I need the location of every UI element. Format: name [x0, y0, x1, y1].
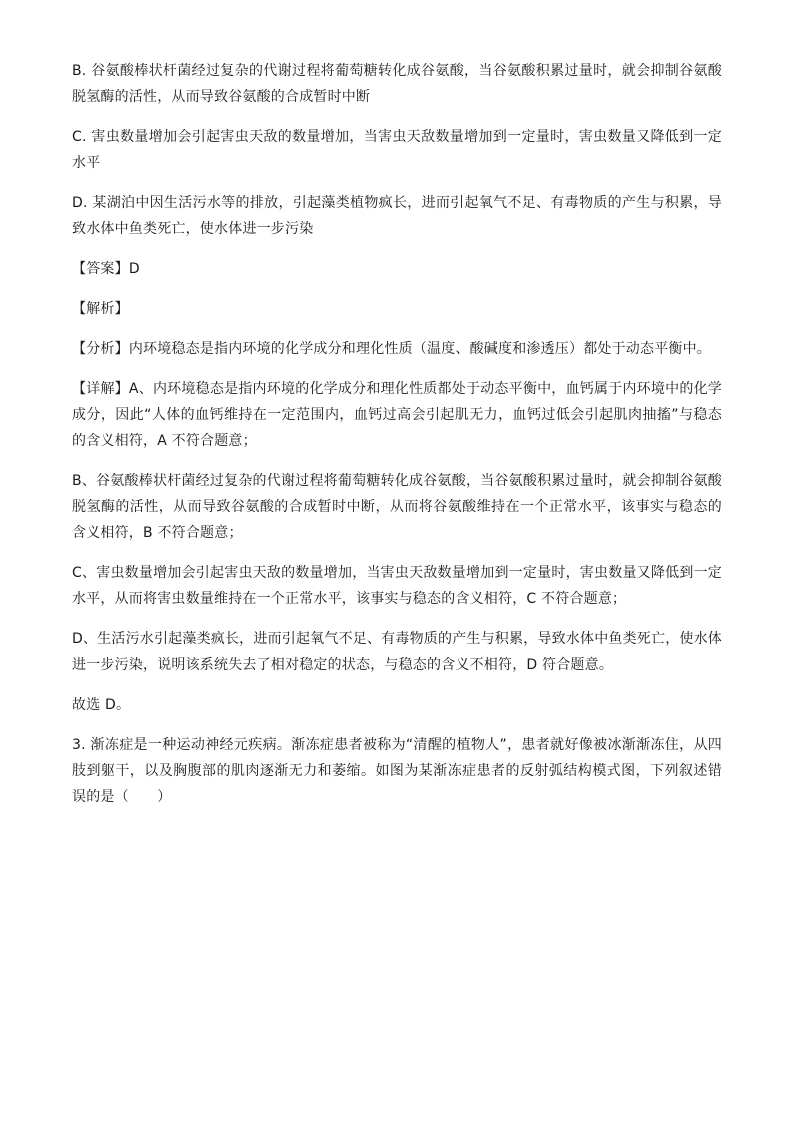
analysis-header: 【解析】	[72, 301, 129, 317]
xiangjie-d: D、生活污水引起藻类疯长，进而引起氧气不足、有毒物质的产生与积累，导致水体中鱼类死亡，使水体进一步污染，说明该系统失去了相对稳定的状态，与稳态的含义不相符，D 符合题意。	[72, 631, 722, 673]
answer-value: D	[128, 261, 140, 277]
xiangjie-a-text: A、内环境稳态是指内环境的化学成分和理化性质都处于动态平衡中，血钙属于内环境中的化学成分，因此“人体的血钙维持在一定范围内，血钙过高会引起肌无力，血钙过低会引起肌肉抽搐”与稳态的含义相符，A 不符合题意；	[72, 381, 722, 449]
xiangjie-label: 【详解】	[72, 381, 129, 397]
fenxi-paragraph	[72, 336, 722, 362]
answer-label: 【答案】	[72, 261, 129, 277]
xiangjie-c: C、害虫数量增加会引起害虫天敌的数量增加，当害虫天敌数量增加到一定量时，害虫数量又降低到一定水平，从而将害虫数量维持在一个正常水平，该事实与稳态的含义相符，C 不符合题意；	[72, 565, 722, 607]
xiangjie-b: B、谷氨酸棒状杆菌经过复杂的代谢过程将葡萄糖转化成谷氨酸，当谷氨酸积累过量时，就会抑制谷氨酸脱氢酶的活性，从而导致谷氨酸的合成暂时中断，从而将谷氨酸维持在一个正常水平，该事实与稳态的含义相符，B 不符合题意；	[72, 473, 722, 541]
answer-line	[72, 256, 722, 282]
conclusion: 故选 D。	[72, 697, 131, 713]
option-c: C. 害虫数量增加会引起害虫天敌的数量增加，当害虫天敌数量增加到一定量时，害虫数量又降低到一定水平	[72, 129, 722, 171]
document-page	[72, 58, 722, 824]
fenxi-text: 内环境稳态是指内环境的化学成分和理化性质（温度、酸碱度和渗透压）都处于动态平衡中。	[128, 341, 712, 357]
option-d: D. 某湖泊中因生活污水等的排放，引起藻类植物疯长，进而引起氧气不足、有毒物质的产生与积累，导致水体中鱼类死亡，使水体进一步污染	[72, 195, 722, 237]
question-3: 3. 渐冻症是一种运动神经元疾病。渐冻症患者被称为“清醒的植物人”，患者就好像被冰渐渐冻住，从四肢到躯干，以及胸腹部的肌肉逐渐无力和萎缩。如图为某渐冻症患者的反射弧结构模式图，下列叙述错误的是（ ）	[72, 737, 722, 805]
option-b: B. 谷氨酸棒状杆菌经过复杂的代谢过程将葡萄糖转化成谷氨酸，当谷氨酸积累过量时，就会抑制谷氨酸脱氢酶的活性，从而导致谷氨酸的合成暂时中断	[72, 63, 722, 105]
fenxi-label: 【分析】	[72, 341, 129, 357]
xiangjie-a	[72, 376, 722, 454]
